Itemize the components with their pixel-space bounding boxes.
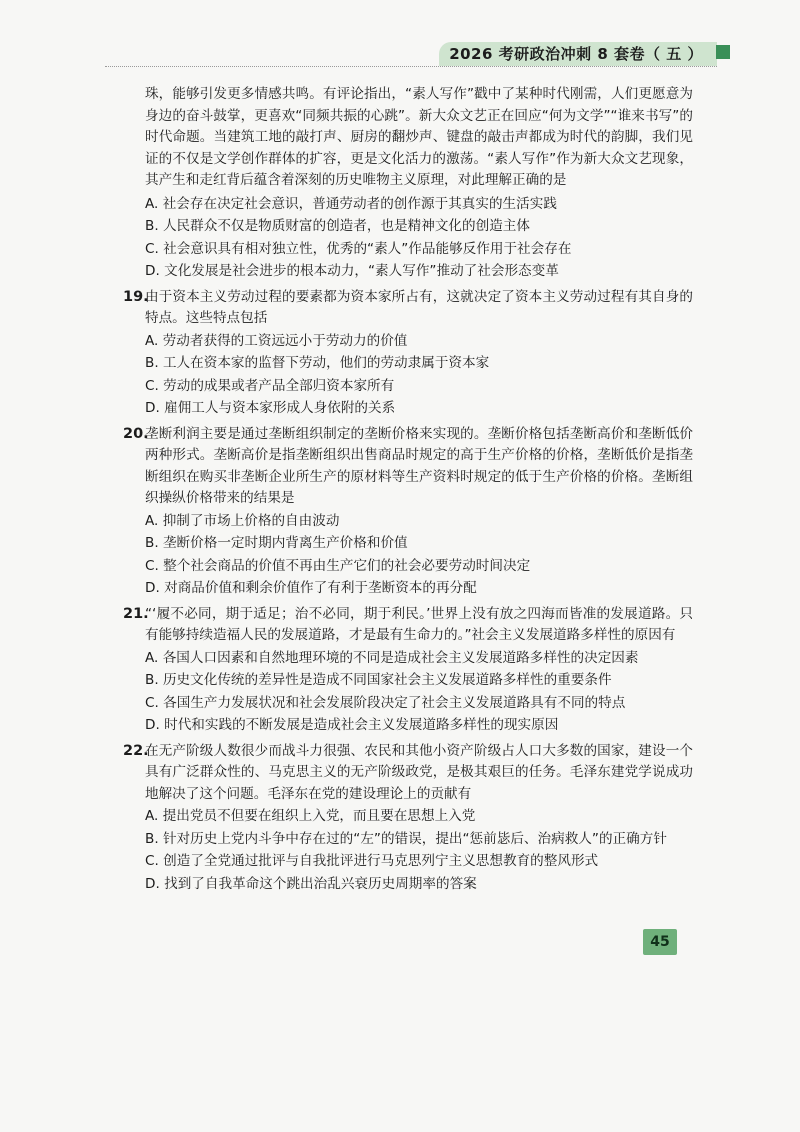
question-stem: “‘履不必同，期于适足；治不必同，期于利民。’世界上没有放之四海而皆准的发展道路。只有能够持续造福人民的发展道路，才是最有生命力的。”社会主义发展道路多样性的原因有 [145,605,693,643]
option-item: B. 历史文化传统的差异性是造成不同国家社会主义发展道路多样性的重要条件 [145,672,612,688]
question-number: 22. [123,742,149,759]
option-item: C. 创造了全党通过批评与自我批评进行马克思列宁主义思想教育的整风形式 [145,853,599,869]
header-rule [105,66,717,67]
option-item: D. 时代和实践的不断发展是造成社会主义发展道路多样性的现实原因 [145,717,559,733]
option-item: B. 垄断价格一定时期内背离生产价格和价值 [145,535,408,551]
option-item: A. 抑制了市场上价格的自由波动 [145,512,340,529]
page-content [123,84,693,895]
option-item: D. 对商品价值和剩余价值作了有利于垄断资本的再分配 [145,580,477,596]
intro-paragraph: 珠，能够引发更多情感共鸣。有评论指出，“素人写作”戳中了某种时代刚需，人们更愿意为身边的奋斗鼓掌，更喜欢“同频共振的心跳”。新大众文艺正在回应“何为文学”“谁来书写”的时代命题。当建筑工地的敲打声、厨房的翻炒声、键盘的敲击声都成为时代的韵脚，我们见证的不仅是文学创作群体的扩容，更是文化活力的激荡。“素人写作”作为新大众文艺现象，其产生和走红背后蕴含着深刻的历史唯物主义原理，对此理解正确的是 [145,86,693,188]
intro-options [123,194,693,283]
question-20 [123,424,693,600]
question-21 [123,604,693,737]
option-item: B. 针对历史上党内斗争中存在过的“左”的错误，提出“惩前毖后、治病救人”的正确方针 [145,830,667,847]
option-item: A. 各国人口因素和自然地理环境的不同是造成社会主义发展道路多样性的决定因素 [145,649,639,666]
header-title: 2026 考研政治冲刺 8 套卷（ 五 ） [439,42,717,66]
option-item: A. 提出党员不但要在组织上入党，而且要在思想上入党 [145,808,476,824]
option-item: A. 社会存在决定社会意识，普通劳动者的创作源于其真实的生活实践 [145,195,557,212]
question-stem: 由于资本主义劳动过程的要素都为资本家所占有，这就决定了资本主义劳动过程有其自身的特点。这些特点包括 [145,288,693,326]
option-item: C. 各国生产力发展状况和社会发展阶段决定了社会主义发展道路具有不同的特点 [145,694,626,711]
option-item: D. 文化发展是社会进步的根本动力，“素人写作”推动了社会形态变革 [145,263,559,279]
option-item: D. 找到了自我革命这个跳出治乱兴衰历史周期率的答案 [145,875,477,892]
option-item: D. 雇佣工人与资本家形成人身依附的关系 [145,400,396,416]
option-item: A. 劳动者获得的工资远远小于劳动力的价值 [145,332,408,349]
question-stem: 在无产阶级人数很少而战斗力很强、农民和其他小资产阶级占人口大多数的国家，建设一个具有广泛群众性的、马克思主义的无产阶级政党，是极其艰巨的任务。毛泽东建党学说成功地解决了这个问题。毛泽东在党的建设理论上的贡献有 [145,742,693,802]
option-item: C. 社会意识具有相对独立性，优秀的“素人”作品能够反作用于社会存在 [145,240,572,257]
question-22 [123,741,693,896]
question-number: 20. [123,425,149,442]
option-item: C. 劳动的成果或者产品全部归资本家所有 [145,377,395,394]
page-number-badge: 45 [643,929,677,955]
question-number: 19. [123,288,149,305]
option-item: B. 工人在资本家的监督下劳动，他们的劳动隶属于资本家 [145,355,490,371]
option-item: B. 人民群众不仅是物质财富的创造者，也是精神文化的创造主体 [145,218,530,234]
question-number: 21. [123,605,149,622]
header-square-icon [716,45,730,59]
option-item: C. 整个社会商品的价值不再由生产它们的社会必要劳动时间决定 [145,557,531,574]
page-header [0,38,800,78]
question-19 [123,287,693,420]
question-stem: 垄断利润主要是通过垄断组织制定的垄断价格来实现的。垄断价格包括垄断高价和垄断低价两种形式。垄断高价是指垄断组织出售商品时规定的高于生产价格的价格，垄断低价是指垄断组织在购买非垄断企业所生产的原材料等生产资料时规定的低于生产价格的价格。垄断组织操纵价格带来的结果是 [145,425,693,506]
